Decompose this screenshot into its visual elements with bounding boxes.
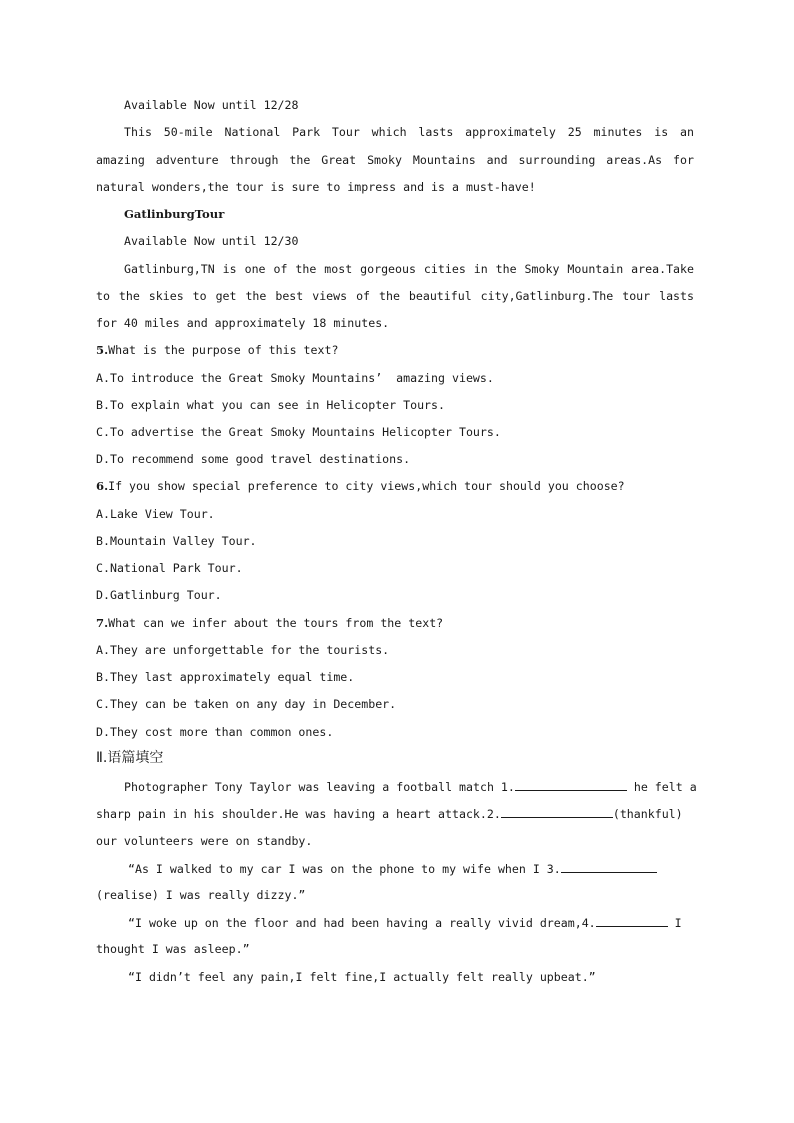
tour4-description-line1: Gatlinburg,TN is one of the most gorgeous cities in the Smoky Mountain area.Take [124,262,694,276]
question-6-option-b: B.Mountain Valley Tour. [96,534,257,548]
blank-4[interactable] [596,914,668,927]
tour3-description-line3: natural wonders,the tour is sure to impress and is a must-have! [96,180,536,194]
passage-line [128,914,694,931]
passage-text: sharp pain in his shoulder.He was having a heart attack.2. [96,807,501,821]
question-6-option-c: C.National Park Tour. [96,561,243,575]
blank-2[interactable] [501,805,613,818]
question-5-option-c: C.To advertise the Great Smoky Mountains Helicopter Tours. [96,425,501,439]
question-5-option-d: D.To recommend some good travel destinations. [96,452,411,466]
question-number: 6. [96,479,109,493]
question-6-stem [96,478,694,494]
question-7-option-b: B.They last approximately equal time. [96,670,355,684]
passage-text: “I woke up on the floor and had been having a really vivid dream,4. [128,916,596,930]
question-text: What is the purpose of this text? [108,343,339,357]
question-7-stem [96,615,694,631]
question-5-option-a: A.To introduce the Great Smoky Mountains’ amazing views. [96,371,494,385]
blank-3[interactable] [561,860,657,873]
question-7-option-a: A.They are unforgettable for the tourists. [96,643,390,657]
passage-text: (thankful) [612,807,683,821]
question-number: 7. [96,616,109,630]
question-7-option-c: C.They can be taken on any day in December. [96,697,397,711]
tour3-availability: Available Now until 12/28 [124,98,299,112]
passage-line: (realise) I was really dizzy.” [96,888,306,902]
tour4-description-line2: to the skies to get the best views of the beautiful city,Gatlinburg.The tour lasts [96,289,694,303]
passage-text: Photographer Tony Taylor was leaving a football match 1. [124,780,515,794]
tour4-title: GatlinburgTour [124,207,225,221]
passage-line: our volunteers were on standby. [96,834,313,848]
question-text: If you show special preference to city views,which tour should you choose? [108,479,625,493]
passage-line: “I didn’t feel any pain,I felt fine,I actually felt really upbeat.” [128,970,596,984]
question-7-option-d: D.They cost more than common ones. [96,725,334,739]
question-5-option-b: B.To explain what you can see in Helicopter Tours. [96,398,446,412]
tour4-availability: Available Now until 12/30 [124,234,299,248]
tour3-description-line1: This 50-mile National Park Tour which lasts approximately 25 minutes is an [124,125,694,139]
passage-text: I [667,916,682,930]
passage-line [124,778,697,795]
passage-line: thought I was asleep.” [96,942,250,956]
passage-line [128,860,694,877]
question-number: 5. [96,343,109,357]
blank-1[interactable] [515,778,627,791]
question-6-option-a: A.Lake View Tour. [96,507,215,521]
passage-text: he felt a [626,780,697,794]
tour3-description-line2: amazing adventure through the Great Smoky Mountains and surrounding areas.As for [96,153,694,167]
question-6-option-d: D.Gatlinburg Tour. [96,588,222,602]
passage-text: “As I walked to my car I was on the phone to my wife when I 3. [128,862,561,876]
tour4-description-line3: for 40 miles and approximately 18 minutes. [96,316,390,330]
question-text: What can we infer about the tours from the text? [108,616,444,630]
section-heading: Ⅱ.语篇填空 [96,750,164,766]
question-5-stem [96,342,694,358]
passage-line [96,805,694,822]
